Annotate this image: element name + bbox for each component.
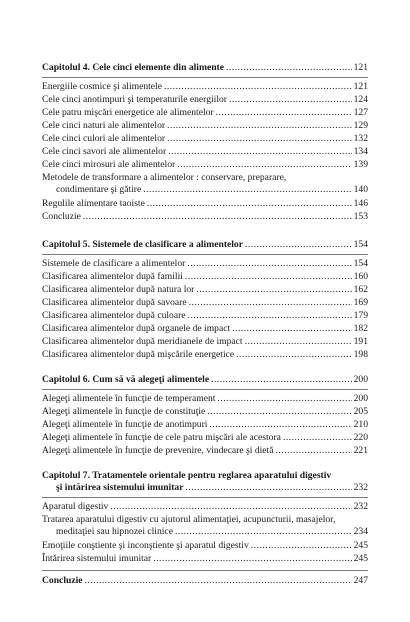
entry-title-line1: Metodele de transformare a alimentelor : conservare, preparare,: [42, 172, 287, 183]
divider: [42, 497, 368, 498]
divider: [42, 77, 368, 78]
page-number: 232: [353, 501, 368, 512]
leader-dots: [175, 526, 352, 538]
toc-entry: [42, 323, 368, 335]
toc-entry: [42, 198, 368, 210]
entry-title: Cele patru mişcări energetice ale alimentelor: [42, 107, 214, 118]
page-number: 124: [353, 94, 368, 105]
leader-dots: [153, 553, 351, 565]
entry-title: Clasificarea alimentelor după meridianele de impact: [42, 336, 243, 347]
page-number: 169: [353, 297, 368, 308]
entry-title: Cele cinci naturi ale alimentelor: [42, 120, 166, 131]
leader-dots: [110, 501, 351, 513]
chapter-heading: [42, 239, 368, 251]
page-number: 198: [353, 349, 368, 360]
leader-dots: [147, 198, 352, 210]
divider: [42, 570, 368, 571]
entry-title: Clasificarea alimentelor după natura lor: [42, 284, 195, 295]
page-number: 191: [353, 336, 368, 347]
entry-title: Emoţiile conştiente şi inconştiente şi aparatul digestiv: [42, 540, 249, 551]
leader-dots: [216, 107, 352, 119]
leader-dots: [83, 211, 352, 223]
entry-title-line2: condimentare şi gătire: [56, 184, 142, 195]
page-number: 153: [353, 211, 368, 222]
page-number: 121: [353, 62, 368, 73]
leader-dots: [236, 349, 351, 361]
page-number: 220: [353, 432, 368, 443]
leader-dots: [143, 184, 351, 196]
toc-entry: [42, 107, 368, 119]
entry-title: Regulile alimentare taoiste: [42, 198, 145, 209]
entry-title: Clasificarea alimentelor după culoare: [42, 310, 186, 321]
toc-entry: [42, 406, 368, 418]
entry-title: Alegeţi alimentele în funcţie de anotimpuri: [42, 419, 208, 430]
toc-entry: [42, 271, 368, 283]
leader-dots: [85, 575, 352, 587]
leader-dots: [185, 271, 352, 283]
entry-title: Clasificarea alimentelor după organele de impact: [42, 323, 231, 334]
toc-entry: [42, 120, 368, 132]
page-number: 154: [353, 258, 368, 269]
toc-entry: [42, 336, 368, 348]
entry-title: Aparatul digestiv: [42, 501, 109, 512]
page-number: 129: [353, 120, 368, 131]
toc-entry: [42, 445, 368, 457]
page-number: 245: [353, 553, 368, 564]
entry-title: Clasificarea alimentelor după familii: [42, 271, 183, 282]
toc-entry: [42, 310, 368, 322]
entry-title: Alegeţi alimentele în funcţie de temperament: [42, 393, 216, 404]
page-number: 121: [353, 81, 368, 92]
divider: [42, 254, 368, 255]
chapter-title: Capitolul 5. Sistemele de clasificare a alimentelor: [42, 239, 243, 250]
toc-entry: [42, 159, 368, 171]
leader-dots: [185, 482, 351, 494]
leader-dots: [167, 133, 352, 145]
page-number: 200: [353, 374, 368, 385]
leader-dots: [209, 419, 351, 431]
page-number: 245: [353, 540, 368, 551]
leader-dots: [187, 258, 351, 270]
toc-entry: [42, 284, 368, 296]
toc-entry: [42, 211, 368, 223]
chapter-title: Capitolul 6. Cum să vă alegeţi alimentele: [42, 374, 210, 385]
toc-entry: [42, 514, 368, 538]
entry-title: Clasificarea alimentelor după mişcările energetice: [42, 349, 235, 360]
leader-dots: [188, 310, 352, 322]
page-number: 134: [353, 146, 368, 157]
conclusion-heading: [42, 575, 368, 587]
leader-dots: [226, 62, 352, 74]
page-number: 179: [353, 310, 368, 321]
page-number: 146: [353, 198, 368, 209]
leader-dots: [245, 336, 352, 348]
leader-dots: [177, 159, 351, 171]
toc-entry: [42, 432, 368, 444]
entry-title: Alegeţi alimentele în funcţie de constituţie: [42, 406, 206, 417]
toc-entry: [42, 393, 368, 405]
toc-entry: [42, 133, 368, 145]
toc-entry: [42, 501, 368, 513]
conclusion-title: Concluzie: [42, 575, 83, 586]
chapter-title-line1: Capitolul 7. Tratamentele orientale pentru reglarea aparatului digestiv: [42, 470, 332, 481]
leader-dots: [217, 393, 351, 405]
entry-title: Cele cinci savori ale alimentelor: [42, 146, 167, 157]
chapter-heading: [42, 62, 368, 74]
entry-title-line1: Tratarea aparatului digestiv cu ajutorul alimentaţiei, acupuncturii, masajelor,: [42, 514, 336, 525]
page-number: 205: [353, 406, 368, 417]
chapter-title: Capitolul 4. Cele cinci elemente din alimente: [42, 62, 224, 73]
entry-title: Alegeţi alimentele în funcţie de prevenire, vindecare şi dietă: [42, 445, 274, 456]
leader-dots: [207, 406, 351, 418]
page-number: 160: [353, 271, 368, 282]
page-number: 210: [353, 419, 368, 430]
entry-title: Energiile cosmice şi alimentele: [42, 81, 162, 92]
toc-entry: [42, 419, 368, 431]
page-number: 221: [353, 445, 368, 456]
entry-title: Cele cinci anotimpuri şi temperaturile energiilor: [42, 94, 227, 105]
leader-dots: [164, 81, 352, 93]
toc-entry: [42, 553, 368, 565]
page-number: 162: [353, 284, 368, 295]
page-number: 232: [353, 482, 368, 493]
entry-title: Alegeţi alimentele în funcţie de cele patru mişcări ale acestora: [42, 432, 281, 443]
divider: [42, 389, 368, 390]
page-number: 127: [353, 107, 368, 118]
leader-dots: [283, 432, 352, 444]
leader-dots: [245, 239, 352, 251]
leader-dots: [211, 374, 352, 386]
chapter-heading: [42, 470, 368, 494]
leader-dots: [168, 146, 351, 158]
page-number: 182: [353, 323, 368, 334]
entry-title: Clasificarea alimentelor după savoare: [42, 297, 187, 308]
toc-entry: [42, 81, 368, 93]
toc-entry: [42, 94, 368, 106]
entry-title: Întărirea sistemului imunitar: [42, 553, 152, 564]
page-number: 154: [353, 239, 368, 250]
page-number: 200: [353, 393, 368, 404]
toc-entry: [42, 258, 368, 270]
page-number: 247: [353, 575, 368, 586]
toc-entry: [42, 540, 368, 552]
toc-entry: [42, 146, 368, 158]
leader-dots: [232, 323, 351, 335]
entry-title: Concluzie: [42, 211, 81, 222]
page-number: 234: [353, 526, 368, 537]
leader-dots: [229, 94, 352, 106]
page-number: 132: [353, 133, 368, 144]
page-number: 140: [353, 184, 368, 195]
entry-title: Cele cinci culori ale alimentelor: [42, 133, 166, 144]
entry-title: Cele cinci mirosuri ale alimentelor: [42, 159, 176, 170]
entry-title: Sistemele de clasificare a alimentelor: [42, 258, 186, 269]
leader-dots: [196, 284, 351, 296]
leader-dots: [189, 297, 352, 309]
entry-title-line2: meditaţiei sau hipnozei clinice: [56, 526, 173, 537]
chapter-title-line2: şi întărirea sistemului imunitar: [56, 482, 184, 493]
leader-dots: [251, 540, 352, 552]
leader-dots: [275, 445, 351, 457]
toc-entry: [42, 349, 368, 361]
leader-dots: [167, 120, 352, 132]
toc-entry: [42, 172, 368, 196]
chapter-heading: [42, 374, 368, 386]
page-number: 139: [353, 159, 368, 170]
toc-entry: [42, 297, 368, 309]
